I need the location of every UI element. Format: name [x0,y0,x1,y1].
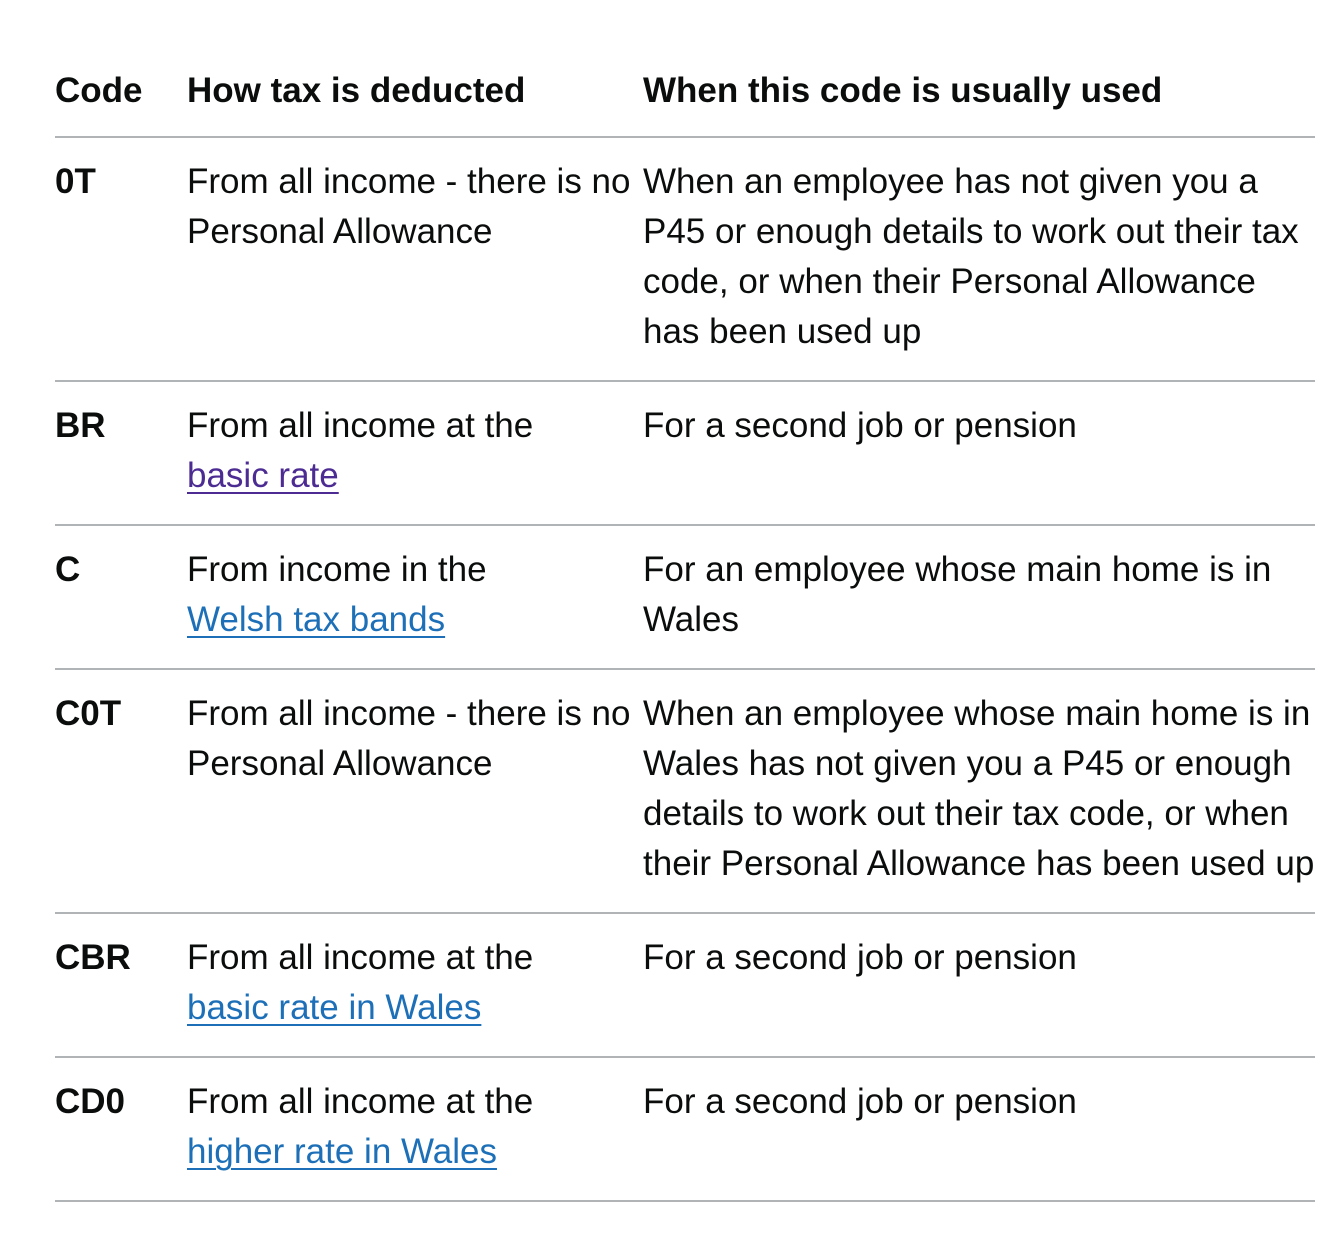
tax-code: CBR [55,913,187,1057]
tax-code: C0T [55,669,187,913]
header-how-tax-is-deducted: How tax is deducted [187,40,643,137]
when-used-text: When an employee whose main home is in Wales has not given you a P45 or enough details to work out their tax code, or when their Personal Allowance has been used up [643,669,1315,913]
table-row [55,381,1315,525]
when-used-text: For an employee whose main home is in Wales [643,525,1315,669]
tax-code-table [55,40,1315,1202]
when-used-text: When an employee has not given you a P45 or enough details to work out their tax code, or when their Personal Allowance has been used up [643,137,1315,381]
table-body [55,137,1315,1201]
welsh-tax-bands-link[interactable]: Welsh tax bands [187,600,446,639]
how-tax-deducted-cell [187,669,643,913]
tax-code: CD0 [55,1057,187,1201]
how-tax-deducted-cell [187,525,643,669]
basic-rate-link[interactable]: basic rate [187,456,339,495]
higher-rate-in-wales-link[interactable]: higher rate in Wales [187,1132,497,1171]
table-row [55,913,1315,1057]
how-tax-deducted-cell [187,1057,643,1201]
how-tax-deducted-cell [187,137,643,381]
how-tax-deducted-text: From all income - there is no Personal Allowance [187,162,631,251]
table-row [55,137,1315,381]
header-code: Code [55,40,187,137]
table-row [55,669,1315,913]
table-header [55,40,1315,137]
how-tax-deducted-text: From all income at the [187,938,534,977]
how-tax-deducted-text: From all income - there is no Personal Allowance [187,694,631,783]
how-tax-deducted-text: From income in the [187,550,487,589]
table-row [55,525,1315,669]
basic-rate-in-wales-link[interactable]: basic rate in Wales [187,988,482,1027]
when-used-text: For a second job or pension [643,381,1315,525]
how-tax-deducted-text: From all income at the [187,1082,534,1121]
how-tax-deducted-text: From all income at the [187,406,534,445]
header-row [55,40,1315,137]
tax-code: C [55,525,187,669]
when-used-text: For a second job or pension [643,913,1315,1057]
tax-code: BR [55,381,187,525]
when-used-text: For a second job or pension [643,1057,1315,1201]
how-tax-deducted-cell [187,381,643,525]
table-row [55,1057,1315,1201]
how-tax-deducted-cell [187,913,643,1057]
tax-code: 0T [55,137,187,381]
header-when-code-is-used: When this code is usually used [643,40,1315,137]
